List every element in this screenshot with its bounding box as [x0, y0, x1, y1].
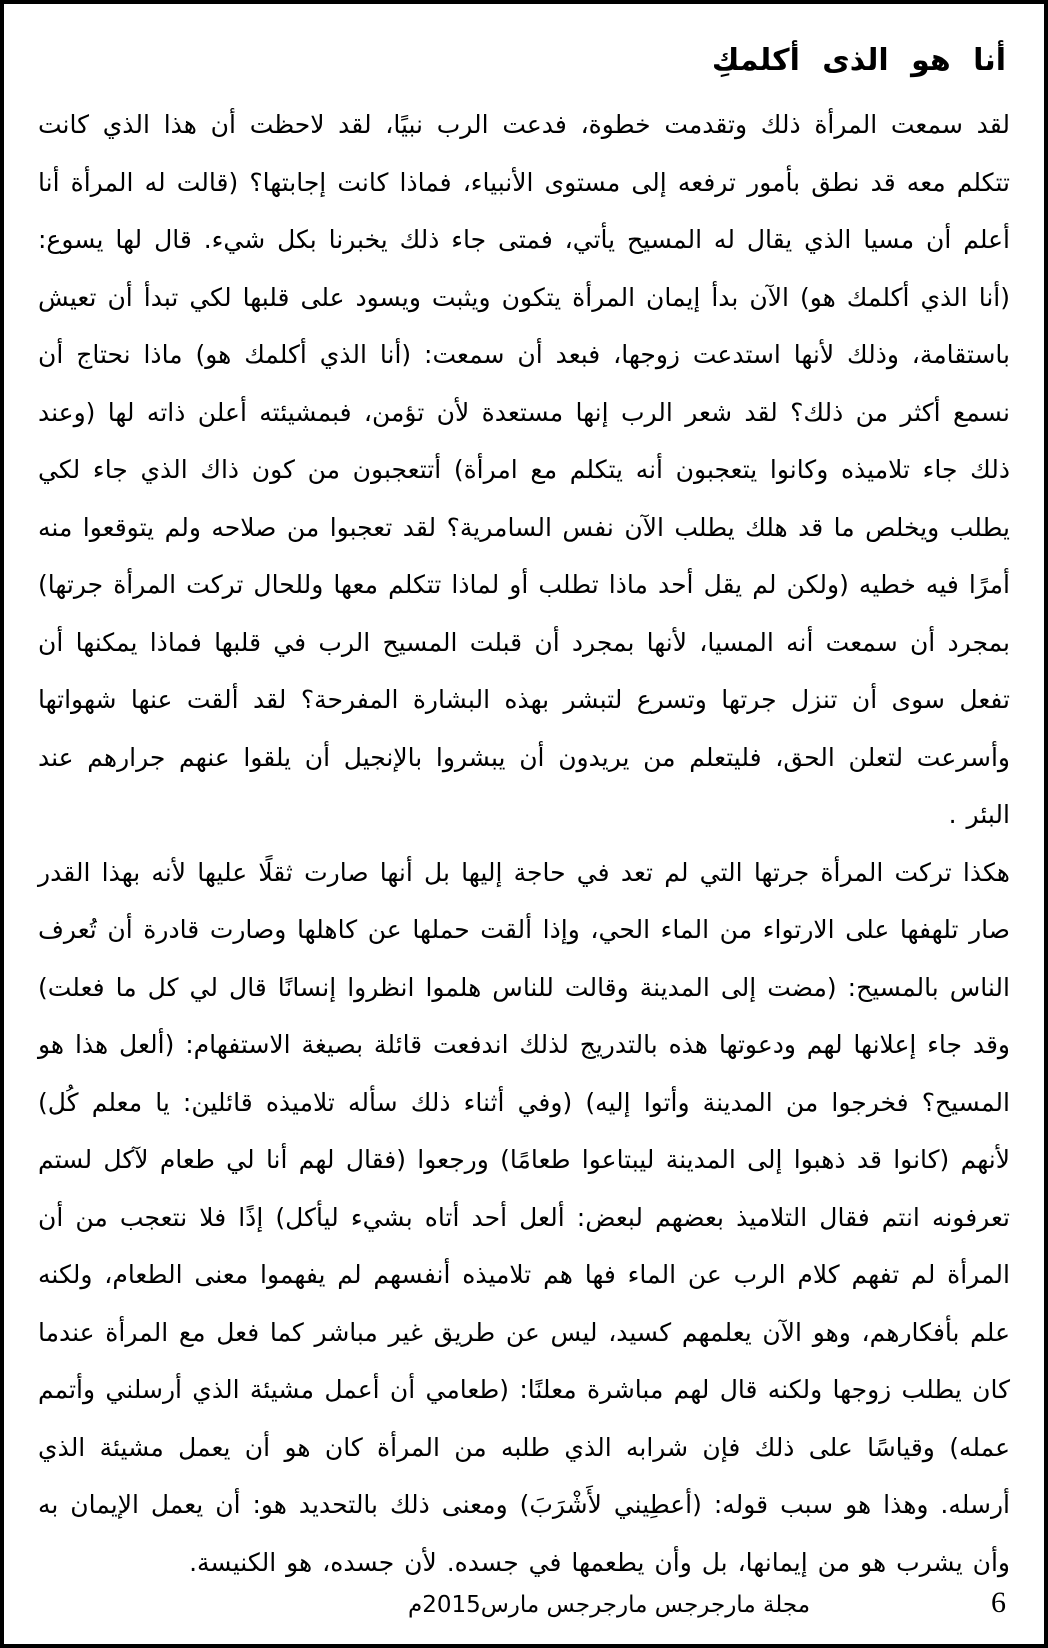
article-title: أنا هو الذى أكلمكِ [711, 43, 1006, 78]
article-paragraph: لقد سمعت المرأة ذلك وتقدمت خطوة، فدعت الرب نبيًا، لقد لاحظت أن هذا الذي كانت تتكلم معه قد نطق بأمور ترفعه إلى مستوى الأنبياء، فماذا كانت إجابتها؟ (قالت له المرأة أنا أعلم أن مسيا الذي يقال له المسيح يأتي، فمتى جاء ذلك يخبرنا بكل شيء. قال لها يسوع: (أنا الذي أكلمك هو) الآن بدأ إيمان المرأة يتكون ويثبت ويسود على قلبها لكي تبدأ أن تعيش باستقامة، وذلك لأنها استدعت زوجها، فبعد أن سمعت: (أنا الذي أكلمك هو) ماذا نحتاج أن نسمع أكثر من ذلك؟ لقد شعر الرب إنها مستعدة لأن تؤمن، فبمشيئته أعلن ذاته لها (وعند ذلك جاء تلاميذه وكانوا يتعجبون أنه يتكلم مع امرأة) أتتعجبون من كون ذاك الذي جاء لكي يطلب ويخلص ما قد هلك يطلب الآن نفس السامرية؟ لقد تعجبوا من صلاحه ولم يتوقعوا منه أمرًا فيه خطيه (ولكن لم يقل أحد ماذا تطلب أو لماذا تتكلم معها وللحال تركت المرأة جرتها) بمجرد أن سمعت أنه المسيا، لأنها بمجرد أن قبلت المسيح الرب في قلبها فماذا يمكنها أن تفعل سوى أن تنزل جرتها وتسرع لتبشر بهذه البشارة المفرحة؟ لقد ألقت عنها شهواتها وأسرعت لتعلن الحق، فليتعلم من يريدون أن يبشروا بالإنجيل أن يلقوا عنهم جرارهم عند البئر . [38, 110, 1010, 829]
article-body [38, 96, 1010, 1591]
page-content [4, 4, 1044, 1591]
page-number: 6 [991, 1586, 1006, 1619]
footer-journal-line: مجلة مارجرجس مارجرجس مارس2015م [407, 1592, 811, 1618]
article-paragraph: هكذا تركت المرأة جرتها التي لم تعد في حاجة إليها بل أنها صارت ثقلًا عليها لأنه بهذا القدر صار تلهفها على الارتواء من الماء الحي، وإذا ألقت حملها عن كاهلها وصارت قادرة أن تُعرف الناس بالمسيح: (مضت إلى المدينة وقالت للناس هلموا انظروا إنسانًا قال لي كل ما فعلت) وقد جاء إعلانها لهم ودعوتها هذه بالتدريج لذلك اندفعت قائلة بصيغة الاستفهام: (ألعل هذا هو المسيح؟ فخرجوا من المدينة وأتوا إليه) (وفي أثناء ذلك سأله تلاميذه قائلين: يا معلم كُل) لأنهم (كانوا قد ذهبوا إلى المدينة ليبتاعوا طعامًا) ورجعوا (فقال لهم أنا لي طعام لآكل لستم تعرفونه انتم فقال التلاميذ بعضهم لبعض: ألعل أحد أتاه بشيء ليأكل) إذًا فلا نتعجب من أن المرأة لم تفهم كلام الرب عن الماء فها هم تلاميذه أنفسهم لم يفهموا معنى الطعام، ولكنه علم بأفكارهم، وهو الآن يعلمهم كسيد، ليس عن طريق غير مباشر كما فعل مع المرأة عندما كان يطلب زوجها ولكنه قال لهم مباشرة معلنًا: (طعامي أن أعمل مشيئة الذي أرسلني وأتمم عمله) وقياسًا على ذلك فإن شرابه الذي طلبه من المرأة كان هو أن يعمل مشيئة الذي أرسله. وهذا هو سبب قوله: (أعطِيني لأَشْرَبَ) ومعنى ذلك بالتحديد هو: أن يعمل الإيمان به وأن يشرب هو من إيمانها، بل وأن يطعمها في جسده. لأن جسده، هو الكنيسة. [38, 857, 1010, 1577]
